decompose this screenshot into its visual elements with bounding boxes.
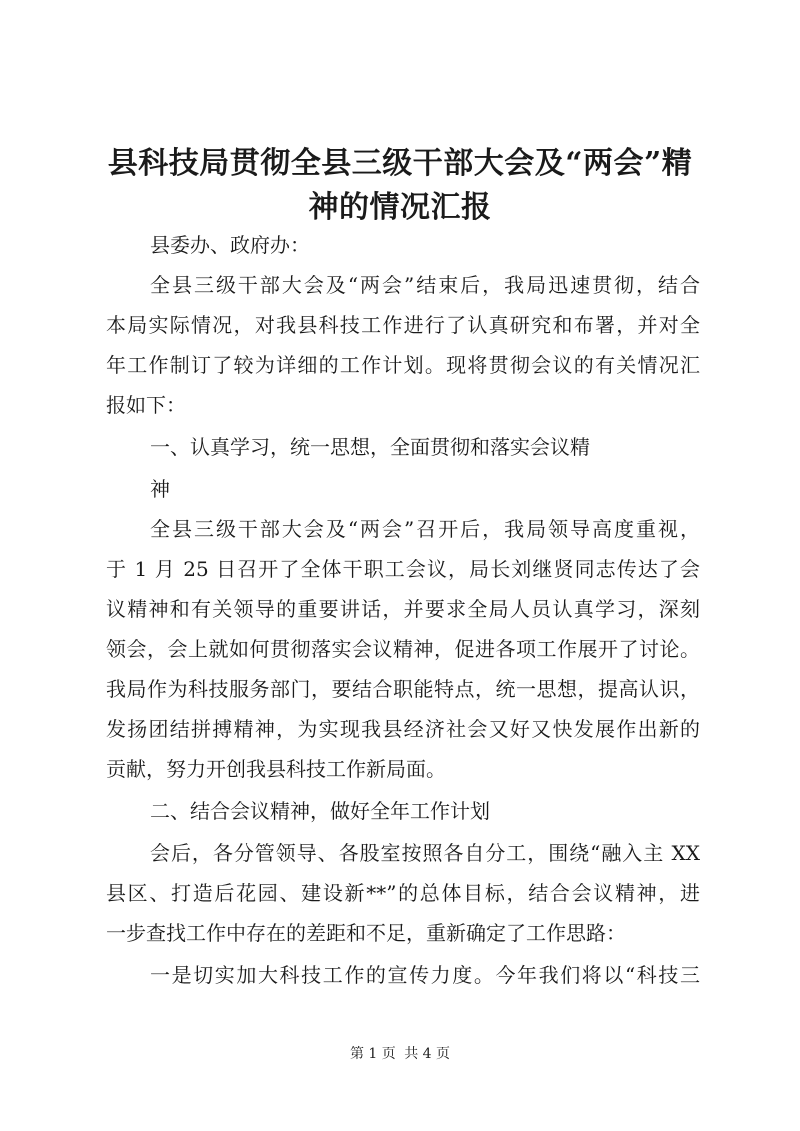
paragraph-line: 年工作制订了较为详细的工作计划。现将贯彻会议的有关情况汇	[106, 353, 700, 377]
salutation: 县委办、政府办：	[150, 233, 310, 257]
document-title-line-1: 县科技局贯彻全县三级干部大会及“两会”精	[107, 146, 693, 181]
page-footer	[0, 1044, 800, 1064]
paragraph-line: 县区、打造后花园、建设新**”的总体目标，结合会议精神，进	[106, 881, 700, 905]
paragraph-line: 本局实际情况，对我县科技工作进行了认真研究和布署，并对全	[106, 313, 700, 337]
paragraph-line: 会后，各分管领导、各股室按照各自分工，围绕“融入主 XX	[150, 841, 700, 865]
section-heading-1-cont: 神	[150, 477, 170, 501]
paragraph-line: 一步查找工作中存在的差距和不足，重新确定了工作思路：	[106, 921, 626, 945]
paragraph-line: 发扬团结拼搏精神，为实现我县经济社会又好又快发展作出新的	[106, 717, 700, 741]
section-heading-1: 一、认真学习，统一思想，全面贯彻和落实会议精	[150, 435, 590, 459]
section-heading-2: 二、结合会议精神，做好全年工作计划	[150, 799, 490, 823]
paragraph-line: 于 1 月 25 日召开了全体干职工会议，局长刘继贤同志传达了会	[106, 557, 700, 581]
paragraph-line: 议精神和有关领导的重要讲话，并要求全局人员认真学习，深刻	[106, 597, 700, 621]
paragraph-line: 全县三级干部大会及“两会”召开后，我局领导高度重视，	[150, 517, 700, 541]
page-total: 共 4 页	[404, 1046, 451, 1062]
paragraph-line: 全县三级干部大会及“两会”结束后，我局迅速贯彻，结合	[150, 273, 700, 297]
document-title-line-2: 神的情况汇报	[308, 190, 492, 225]
paragraph-line: 贡献，努力开创我县科技工作新局面。	[106, 757, 446, 781]
page-number: 第 1 页	[349, 1046, 396, 1062]
paragraph-line: 报如下：	[106, 393, 186, 417]
paragraph-line: 一是切实加大科技工作的宣传力度。今年我们将以“科技三	[150, 963, 700, 987]
paragraph-line: 我局作为科技服务部门，要结合职能特点，统一思想，提高认识，	[106, 677, 700, 701]
paragraph-line: 领会，会上就如何贯彻落实会议精神，促进各项工作展开了讨论。	[106, 637, 700, 661]
